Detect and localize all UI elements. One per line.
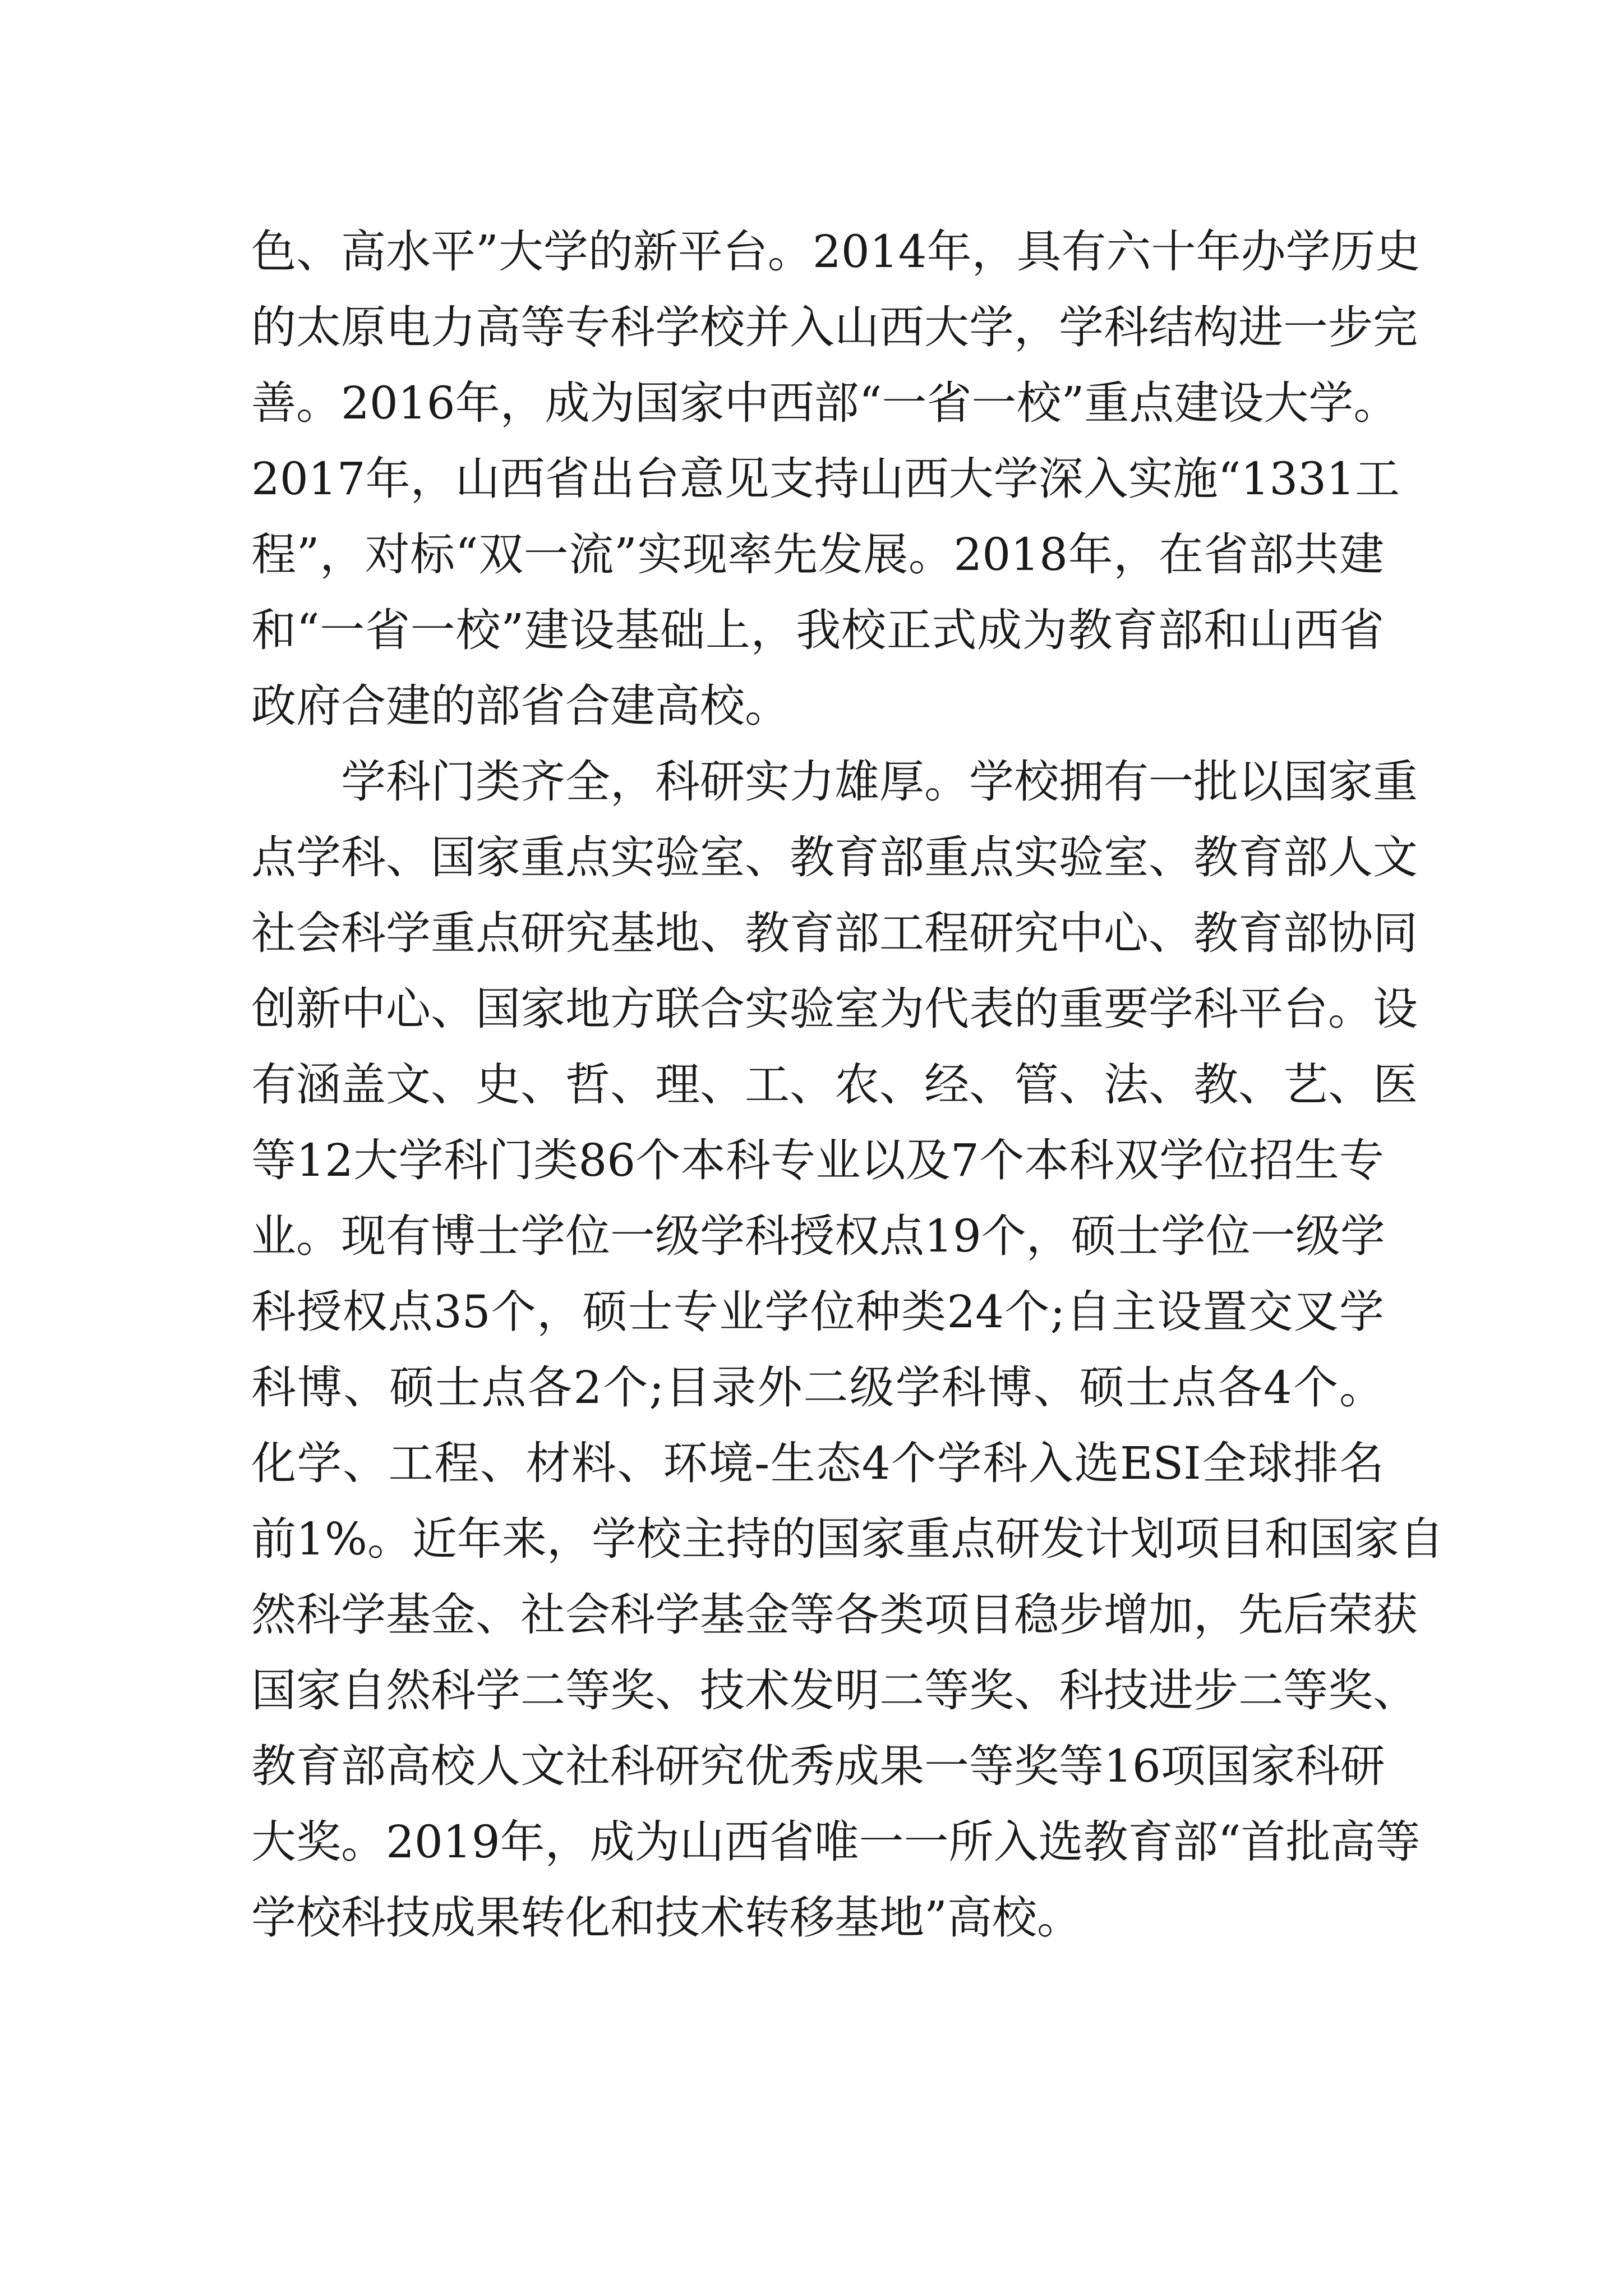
paragraph-2-line-8: 科授权点35个，硕士专业学位种类24个;自主设置交叉学 [251,1286,1384,1338]
paragraph-1-line-3: 善。2016年，成为国家中西部“一省一校”重点建设大学。 [251,377,1399,429]
paragraph-2-line-3: 社会科学重点研究基地、教育部工程研究中心、教育部协同 [251,907,1418,959]
paragraph-2-line-1: 学科门类齐全，科研实力雄厚。学校拥有一批以国家重 [341,756,1418,808]
paragraph-1-line-5: 程”，对标“双一流”实现率先发展。2018年，在省部共建 [251,528,1384,581]
paragraph-2-line-14: 教育部高校人文社科研究优秀成果一等奖等16项国家科研 [251,1740,1385,1792]
paragraph-2-line-2: 点学科、国家重点实验室、教育部重点实验室、教育部人文 [251,831,1418,884]
paragraph-2-line-5: 有涵盖文、史、哲、理、工、农、经、管、法、教、艺、医 [251,1059,1418,1111]
paragraph-1-line-1: 色、高水平”大学的新平台。2014年，具有六十年办学历史 [251,226,1421,278]
paragraph-2-line-4: 创新中心、国家地方联合实验室为代表的重要学科平台。设 [251,983,1418,1035]
paragraph-2-line-15: 大奖。2019年，成为山西省唯一一所入选教育部“首批高等 [251,1816,1421,1868]
paragraph-1-line-4: 2017年，山西省出台意见支持山西大学深入实施“1331工 [251,453,1400,505]
paragraph-2-line-11: 前1%。近年来，学校主持的国家重点研发计划项目和国家自 [251,1513,1444,1565]
paragraph-1-line-6: 和“一省一校”建设基础上，我校正式成为教育部和山西省 [251,604,1384,656]
paragraph-2-line-7: 业。现有博士学位一级学科授权点19个，硕士学位一级学 [251,1210,1385,1262]
paragraph-2-line-10: 化学、工程、材料、环境-生态4个学科入选ESI全球排名 [251,1437,1384,1489]
paragraph-2-line-16: 学校科技成果转化和技术转移基地”高校。 [251,1892,1082,1944]
paragraph-2-line-13: 国家自然科学二等奖、技术发明二等奖、科技进步二等奖、 [251,1664,1418,1717]
paragraph-1-line-7: 政府合建的部省合建高校。 [251,680,790,732]
paragraph-1-line-2: 的太原电力高等专科学校并入山西大学，学科结构进一步完 [251,301,1418,353]
paragraph-2-line-9: 科博、硕士点各2个;目录外二级学科博、硕士点各4个。 [251,1361,1384,1414]
paragraph-2-line-6: 等12大学科门类86个本科专业以及7个本科双学位招生专 [251,1134,1384,1186]
paragraph-2-line-12: 然科学基金、社会科学基金等各类项目稳步增加，先后荣获 [251,1589,1418,1641]
